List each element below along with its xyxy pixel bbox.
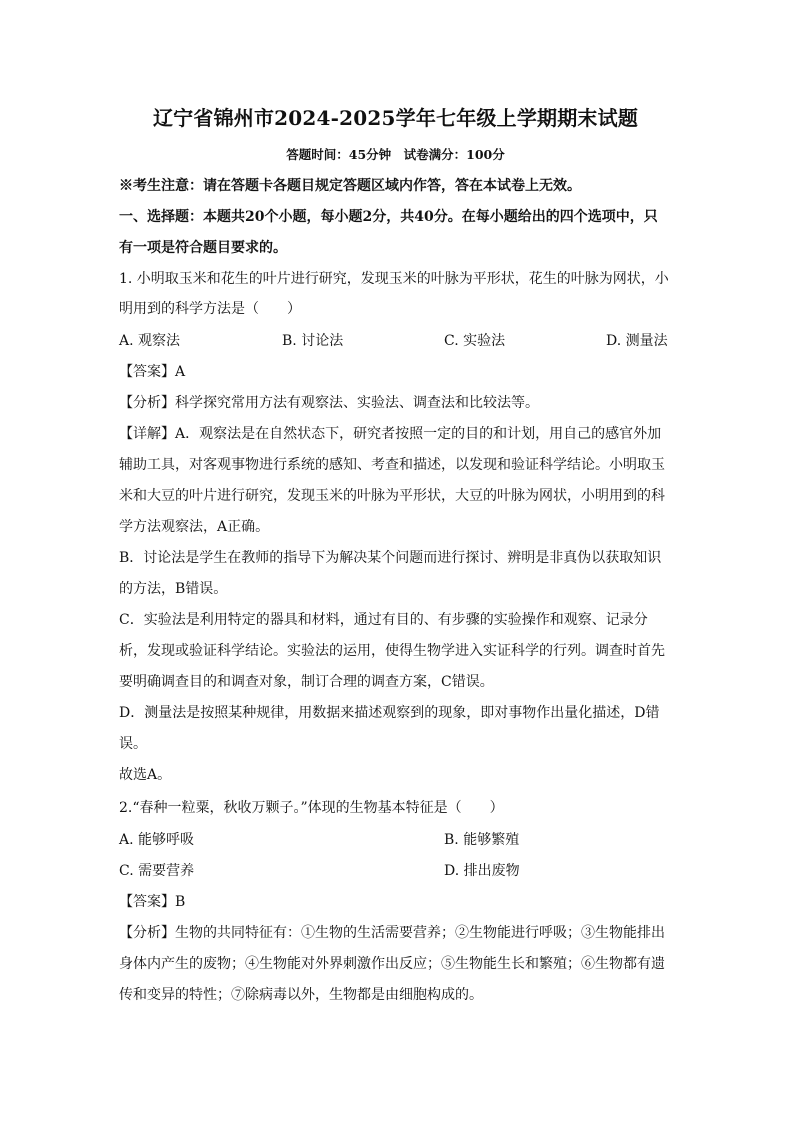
q2-stem: 2.“春种一粒粟，秋收万颗子。”体现的生物基本特征是（ ） <box>119 800 504 816</box>
q1-detail-line: D．测量法是按照某种规律，用数据来描述观察到的现象，即对事物作出量化描述，D错 <box>119 705 660 721</box>
q1-detail-line: 误。 <box>119 736 147 752</box>
q2-option-b: B. 能够繁殖 <box>444 832 520 848</box>
q2-analysis-line: 身体内产生的废物；④生物能对外界刺激作出反应；⑤生物能生长和繁殖；⑥生物都有遗 <box>119 956 665 972</box>
q2-option-d: D. 排出废物 <box>444 863 520 879</box>
q1-detail-line: B．讨论法是学生在教师的指导下为解决某个问题而进行探讨、辨明是非真伪以获取知识 <box>119 550 662 566</box>
q1-detail-line: 辅助工具，对客观事物进行系统的感知、考查和描述，以发现和验证科学结论。小明取玉 <box>119 457 665 473</box>
q2-option-c: C. 需要营养 <box>119 863 195 879</box>
q1-detail-line: 析，发现或验证科学结论。实验法的运用，使得生物学进入实证科学的行列。调查时首先 <box>119 643 665 659</box>
q1-option-a: A. 观察法 <box>119 333 181 349</box>
q2-analysis-line: 【分析】生物的共同特征有：①生物的生活需要营养；②生物能进行呼吸；③生物能排出 <box>119 925 665 941</box>
section-heading-line-2: 有一项是符合题目要求的。 <box>119 240 287 256</box>
q1-analysis: 【分析】科学探究常用方法有观察法、实验法、调查法和比较法等。 <box>119 395 539 411</box>
q2-option-a: A. 能够呼吸 <box>119 832 195 848</box>
q1-option-d: D. 测量法 <box>606 333 668 349</box>
exam-notice: ※考生注意：请在答题卡各题目规定答题区域内作答，答在本试卷上无效。 <box>119 178 581 194</box>
q1-detail-line: 【详解】A．观察法是在自然状态下，研究者按照一定的目的和计划，用自己的感官外加 <box>119 426 662 442</box>
q1-option-b: B. 讨论法 <box>282 333 344 349</box>
q2-analysis-line: 传和变异的特性；⑦除病毒以外，生物都是由细胞构成的。 <box>119 987 483 1003</box>
q1-stem-line-2: 明用到的科学方法是（ ） <box>119 301 301 317</box>
q1-conclusion: 故选A。 <box>119 767 172 783</box>
q1-answer: 【答案】A <box>119 364 186 380</box>
q1-detail-line: 的方法，B错误。 <box>119 581 228 597</box>
q1-detail-line: 要明确调查目的和调查对象，制订合理的调查方案，C错误。 <box>119 674 494 690</box>
q1-stem-line-1: 1. 小明取玉米和花生的叶片进行研究，发现玉米的叶脉为平形状，花生的叶脉为网状，小 <box>119 271 669 287</box>
q2-answer: 【答案】B <box>119 894 186 910</box>
q1-detail-line: 米和大豆的叶片进行研究，发现玉米的叶脉为平形状，大豆的叶脉为网状，小明用到的科 <box>119 488 665 504</box>
page-title: 辽宁省锦州市2024-2025学年七年级上学期期末试题 <box>152 106 639 130</box>
q1-option-c: C. 实验法 <box>444 333 506 349</box>
exam-meta: 答题时间：45分钟 试卷满分：100分 <box>286 147 505 162</box>
section-heading-line-1: 一、选择题：本题共20个小题，每小题2分，共40分。在每小题给出的四个选项中，只 <box>119 209 658 225</box>
q1-detail-line: 学方法观察法，A正确。 <box>119 519 270 535</box>
q1-detail-line: C．实验法是利用特定的器具和材料，通过有目的、有步骤的实验操作和观察、记录分 <box>119 612 648 628</box>
